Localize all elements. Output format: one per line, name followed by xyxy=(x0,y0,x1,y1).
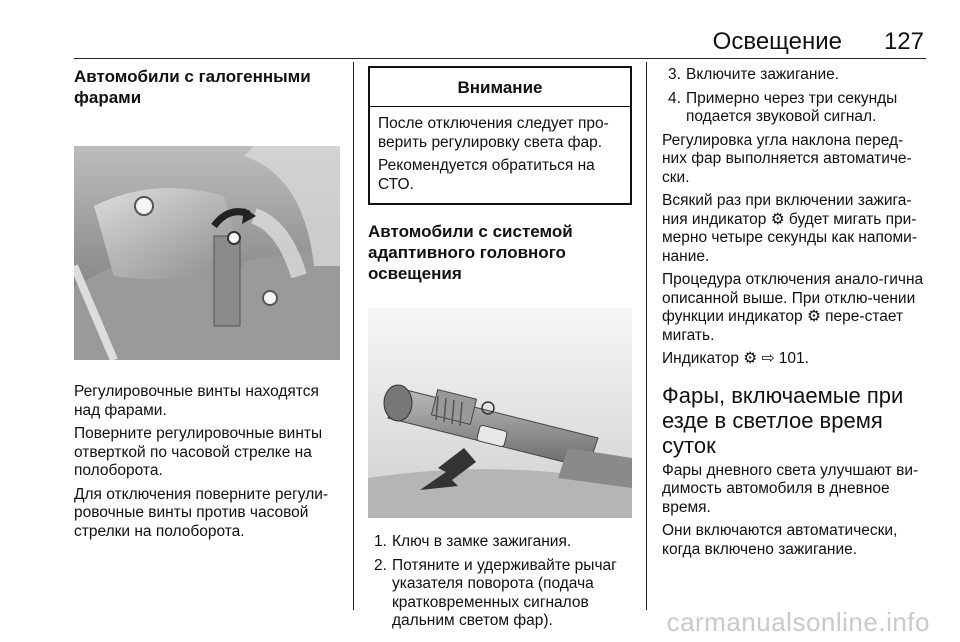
column-1 xyxy=(74,66,342,612)
steps-list-2 xyxy=(662,66,927,127)
warning-paragraph: Рекомендуется обратиться на СТО. xyxy=(378,157,595,193)
column-2 xyxy=(368,66,632,629)
warning-paragraph: После отключения следует про‐верить регулировку света фар. xyxy=(378,115,609,151)
paragraph: Они включаются автоматически, когда включено зажигание. xyxy=(662,522,898,558)
subsection-heading-halogen: Автомобили с галогенными фарами xyxy=(74,67,311,107)
steps-list-1 xyxy=(368,533,632,631)
engine-bay-illustration xyxy=(74,146,340,360)
header-divider xyxy=(74,58,926,59)
list-item: 2. Потяните и удерживайте рычаг указателя поворота (подача кратковременных сигналов дальним светом фар). xyxy=(374,556,617,629)
subsection-heading-adaptive: Автомобили с системой адаптивного головного освещения xyxy=(368,222,573,283)
list-item: 3. Включите зажигание. xyxy=(668,66,840,83)
page-header xyxy=(0,0,960,55)
warning-title: Внимание xyxy=(370,68,630,107)
column-divider-2 xyxy=(646,62,647,610)
paragraph: Всякий раз при включении зажига‐ния индикатор ⚙ будет мигать при‐мерно четыре секунды как напоми‐нание. xyxy=(662,192,917,265)
paragraph: Фары дневного света улучшают ви‐димость автомобиля в дневное время. xyxy=(662,461,919,516)
page-number: 127 xyxy=(883,28,924,55)
page-title: Освещение xyxy=(712,28,842,55)
watermark: carmanualsonline.info xyxy=(666,607,930,637)
warning-box xyxy=(368,66,632,205)
paragraph: Для отключения поверните регули‐ровочные винты против часовой стрелки на полоборота. xyxy=(74,485,329,540)
paragraph: Регулировка угла наклона перед‐них фар выполняется автоматиче‐ски. xyxy=(662,131,912,186)
paragraph: Процедура отключения анало‐гична описанной выше. При отклю‐чении функции индикатор ⚙ пере‐стает мигать. xyxy=(662,271,924,344)
column-3 xyxy=(662,66,927,612)
section-title-daytime-lights: Фары, включаемые при езде в светлое время суток xyxy=(662,382,904,458)
paragraph: Регулировочные винты находятся над фарами. xyxy=(74,383,319,419)
list-item: 4. Примерно через три секунды подается звуковой сигнал. xyxy=(668,89,898,125)
list-item: 1. Ключ в замке зажигания. xyxy=(374,533,572,550)
column-divider-1 xyxy=(353,62,354,610)
paragraph: Индикатор ⚙ ⇨ 101. xyxy=(662,350,809,367)
paragraph: Поверните регулировочные винты отверткой по часовой стрелке на полоборота. xyxy=(74,425,323,479)
turn-signal-lever-illustration xyxy=(368,308,632,518)
